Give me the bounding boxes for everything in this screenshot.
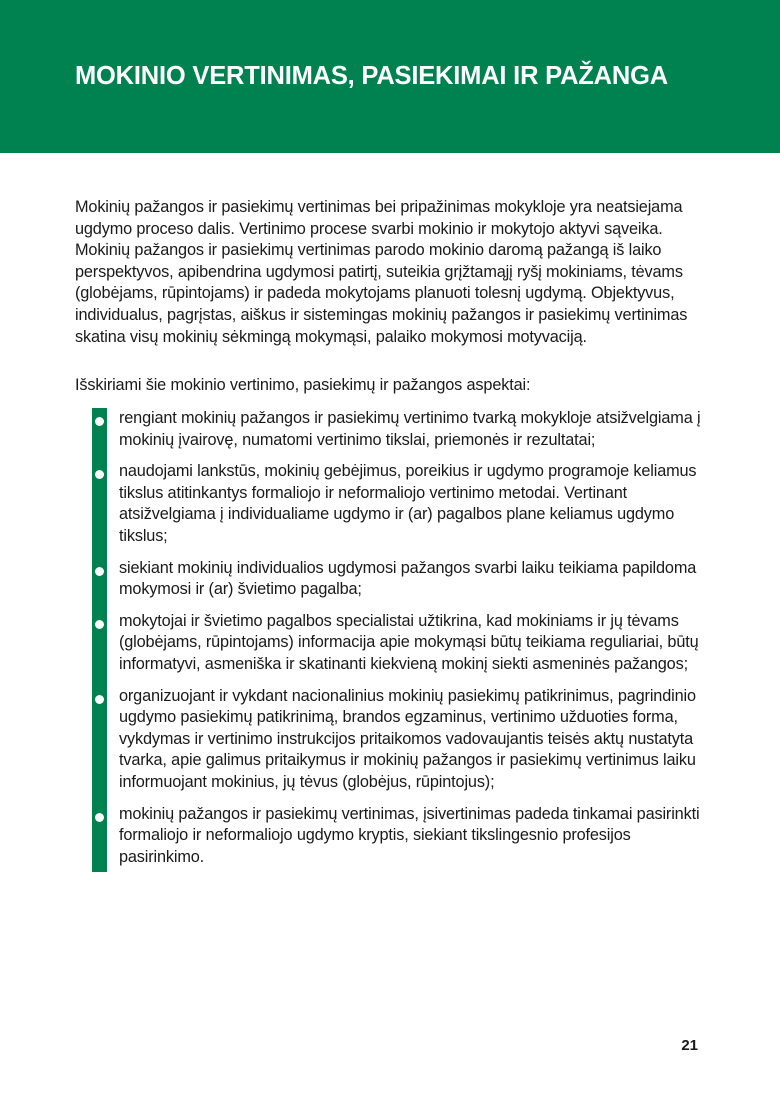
list-item — [92, 611, 712, 676]
list-item-text: naudojami lankstūs, mokinių gebėjimus, poreikius ir ugdymo programoje keliamus tikslus atitinkantys formaliojo ir neformaliojo vertinimo metodai. Vertinant atsižvelgiama į individualiame ugdymo ir (ar) pagalbos plane keliamus ugdymo tikslus; — [119, 462, 697, 545]
list-item-text: mokytojai ir švietimo pagalbos specialistai užtikrina, kad mokiniams ir jų tėvams (globėjams, rūpintojams) informacija apie mokymąsi būtų teikiama reguliariai, būtų informatyvi, asmeniška ir skatinanti kiekvieną mokinį siekti asmeninės pažangos; — [119, 611, 699, 673]
bullet-dot-icon — [95, 620, 104, 629]
list-item — [92, 461, 712, 547]
page-title: MOKINIO VERTINIMAS, PASIEKIMAI IR PAŽANGA — [75, 62, 668, 90]
list-item — [92, 408, 712, 451]
list-item-text: rengiant mokinių pažangos ir pasiekimų vertinimo tvarką mokykloje atsižvelgiama į mokinių įvairovę, numatomi vertinimo tikslai, priemonės ir rezultatai; — [119, 409, 701, 449]
bullet-dot-icon — [95, 695, 104, 704]
list-item — [92, 558, 712, 601]
bullet-dot-icon — [95, 567, 104, 576]
page-number: 21 — [681, 1037, 698, 1054]
list-item-text: organizuojant ir vykdant nacionalinius mokinių pasiekimų patikrinimus, pagrindinio ugdymo pasiekimų patikrinimą, brandos egzaminus, vertinimo užduoties forma, vykdymas ir vertinimo instrukcijos pritaikomos vadovaujantis teisės aktų nustatyta tvarka, apie galimus pritaikymus ir mokinių pažangos ir pasiekimų vertinimus laiku informuojant mokinius, jų tėvus (globėjus, rūpintojus); — [119, 686, 696, 791]
intro-paragraph: Mokinių pažangos ir pasiekimų vertinimas bei pripažinimas mokykloje yra neatsiejama ugdymo proceso dalis. Vertinimo procese svarbi mokinio ir mokytojo aktyvi sąveika. Mokinių pažangos ir pasiekimų vertinimas parodo mokinio daromą pažangą iš laiko perspektyvos, apibendrina ugdymosi patirtį, suteikia grįžtamąjį ryšį mokiniams, tėvams (globėjams, rūpintojams) ir padeda mokytojams planuoti tolesnį ugdymą. Objektyvus, individualus, pagrįstas, aiškus ir sistemingas mokinių pažangos ir pasiekimų vertinimas skatina visų mokinių sėkmingą mokymąsi, palaiko mokymosi motyvaciją. — [75, 198, 688, 346]
bullet-dot-icon — [95, 813, 104, 822]
list-item-text: mokinių pažangos ir pasiekimų vertinimas, įsivertinimas padeda tinkamai pasirinkti formaliojo ir neformaliojo ugdymo kryptis, siekiant tikslingesnio profesijos pasirinkimo. — [119, 804, 700, 866]
list-item — [92, 804, 712, 869]
aspects-list — [92, 408, 712, 878]
header-band — [0, 0, 780, 153]
bullet-dot-icon — [95, 470, 104, 479]
bullet-dot-icon — [95, 417, 104, 426]
list-lead-text: Išskiriami šie mokinio vertinimo, pasiekimų ir pažangos aspektai: — [75, 376, 531, 394]
list-item — [92, 686, 712, 794]
list-item-text: siekiant mokinių individualios ugdymosi pažangos svarbi laiku teikiama papildoma mokymosi ir (ar) švietimo pagalba; — [119, 558, 697, 599]
